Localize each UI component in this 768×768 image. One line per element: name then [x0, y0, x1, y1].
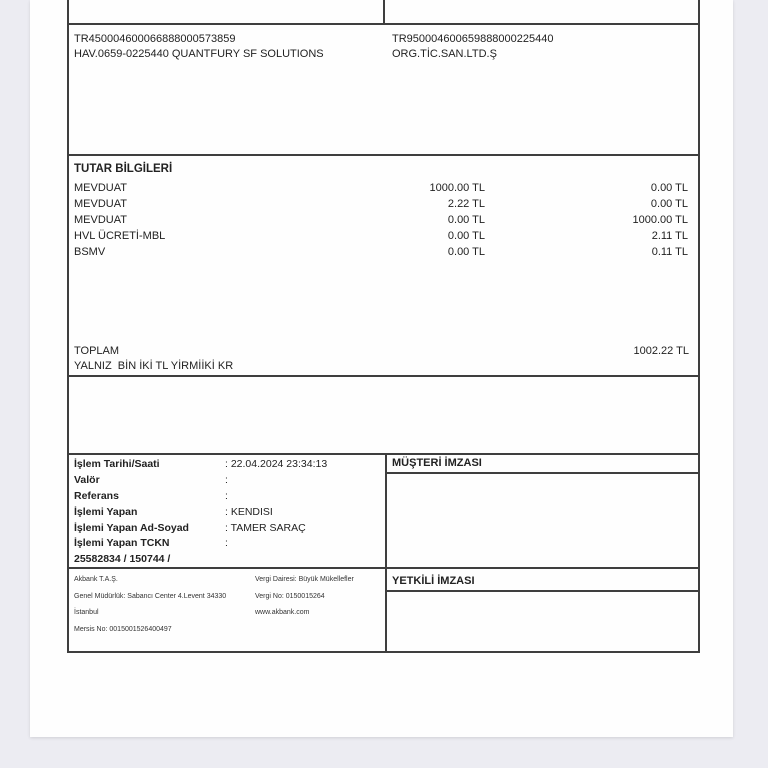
amount-row: [69, 196, 698, 212]
total-row: [69, 343, 698, 359]
bank-city: İstanbul: [74, 609, 99, 617]
sender-iban: TR450004600066888000573859: [74, 32, 236, 45]
bank-mersis-no: Mersis No: 0015001526400497: [74, 625, 172, 633]
bank-address: Genel Müdürlük: Sabancı Center 4.Levent 34330: [74, 592, 227, 600]
amount-debit: 1000.00 TL: [429, 182, 485, 195]
customer-signature-area: [387, 474, 698, 567]
tax-office: Vergi Dairesi: Büyük Mükellefler: [255, 576, 354, 584]
bank-address-column: [69, 576, 255, 651]
amount-debit: 0.00 TL: [447, 214, 485, 227]
amount-credit: 0.00 TL: [650, 182, 688, 195]
total-label: TOPLAM: [74, 344, 120, 357]
empty-section: [69, 375, 698, 454]
transaction-label: İşlemi Yapan TCKN: [74, 537, 170, 550]
amount-section: [69, 154, 698, 374]
transaction-row: [69, 505, 385, 521]
bank-tax-column: [255, 576, 385, 651]
receipt-table: [67, 0, 700, 653]
amount-rows: [69, 180, 698, 260]
transaction-section: [69, 453, 698, 567]
transaction-label: Referans: [74, 489, 119, 502]
footer-section: [69, 567, 698, 651]
customer-signature-label: MÜŞTERİ İMZASI: [387, 455, 698, 474]
amount-label: HVL ÜCRETİ-MBL: [74, 230, 166, 243]
transaction-row: [69, 521, 385, 537]
transaction-label: İşlemi Yapan: [74, 505, 138, 518]
total-block: [69, 343, 698, 375]
amount-credit: 2.11 TL: [651, 230, 688, 243]
tax-number: Vergi No: 0150015264: [255, 592, 325, 600]
transaction-row: [69, 473, 385, 489]
transaction-details: [69, 455, 387, 567]
transaction-row: [69, 489, 385, 505]
sender-account-block: [69, 32, 387, 155]
account-section: [69, 23, 698, 155]
authorized-signature-cell: [387, 569, 698, 651]
total-value: 1002.22 TL: [633, 344, 689, 357]
authorized-signature-area: [387, 592, 698, 651]
amount-section-title: TUTAR BİLGİLERİ: [74, 163, 173, 176]
amount-in-words: YALNIZ BİN İKİ TL YİRMİİKİ KR: [74, 359, 234, 372]
transaction-row: [69, 536, 385, 552]
reference-line: 25582834 / 150744 /: [74, 553, 171, 566]
transaction-label: Valör: [74, 474, 100, 487]
top-partial-right-cell: [385, 0, 698, 23]
transaction-value: :: [225, 474, 228, 487]
transaction-label: İşlem Tarihi/Saati: [74, 458, 160, 471]
bank-website: www.akbank.com: [255, 609, 310, 617]
amount-label: MEVDUAT: [74, 198, 127, 211]
sender-description: HAV.0659-0225440 QUANTFURY SF SOLUTIONS: [74, 47, 324, 60]
amount-label: MEVDUAT: [74, 214, 127, 227]
amount-row: [69, 212, 698, 228]
transaction-value: :: [225, 489, 228, 502]
amount-row: [69, 228, 698, 244]
transaction-row: [69, 457, 385, 473]
transaction-value: :: [225, 537, 228, 550]
top-partial-section: [69, 0, 698, 23]
receipt-page: [30, 0, 733, 737]
receiver-account-block: [387, 32, 698, 155]
amount-label: MEVDUAT: [74, 182, 127, 195]
amount-label: BSMV: [74, 246, 106, 259]
amount-row: [69, 180, 698, 196]
receiver-description: ORG.TİC.SAN.LTD.Ş: [392, 47, 497, 60]
amount-credit: 0.00 TL: [650, 198, 688, 211]
transaction-value: : KENDISI: [225, 505, 273, 518]
transaction-value: : 22.04.2024 23:34:13: [225, 458, 328, 471]
customer-signature-cell: [387, 455, 698, 567]
amount-credit: 0.11 TL: [651, 246, 688, 259]
amount-credit: 1000.00 TL: [632, 214, 688, 227]
bank-info-block: [69, 569, 387, 651]
amount-debit: 2.22 TL: [447, 198, 485, 211]
authorized-signature-label: YETKİLİ İMZASI: [387, 569, 698, 592]
bank-name: Akbank T.A.Ş.: [74, 576, 118, 584]
top-partial-left-cell: [69, 0, 385, 23]
amount-row: [69, 244, 698, 260]
receiver-iban: TR950004600659888000225440: [392, 32, 554, 45]
transaction-label: İşlemi Yapan Ad-Soyad: [74, 521, 189, 534]
amount-debit: 0.00 TL: [447, 230, 485, 243]
transaction-value: : TAMER SARAÇ: [225, 521, 306, 534]
amount-debit: 0.00 TL: [447, 246, 485, 259]
